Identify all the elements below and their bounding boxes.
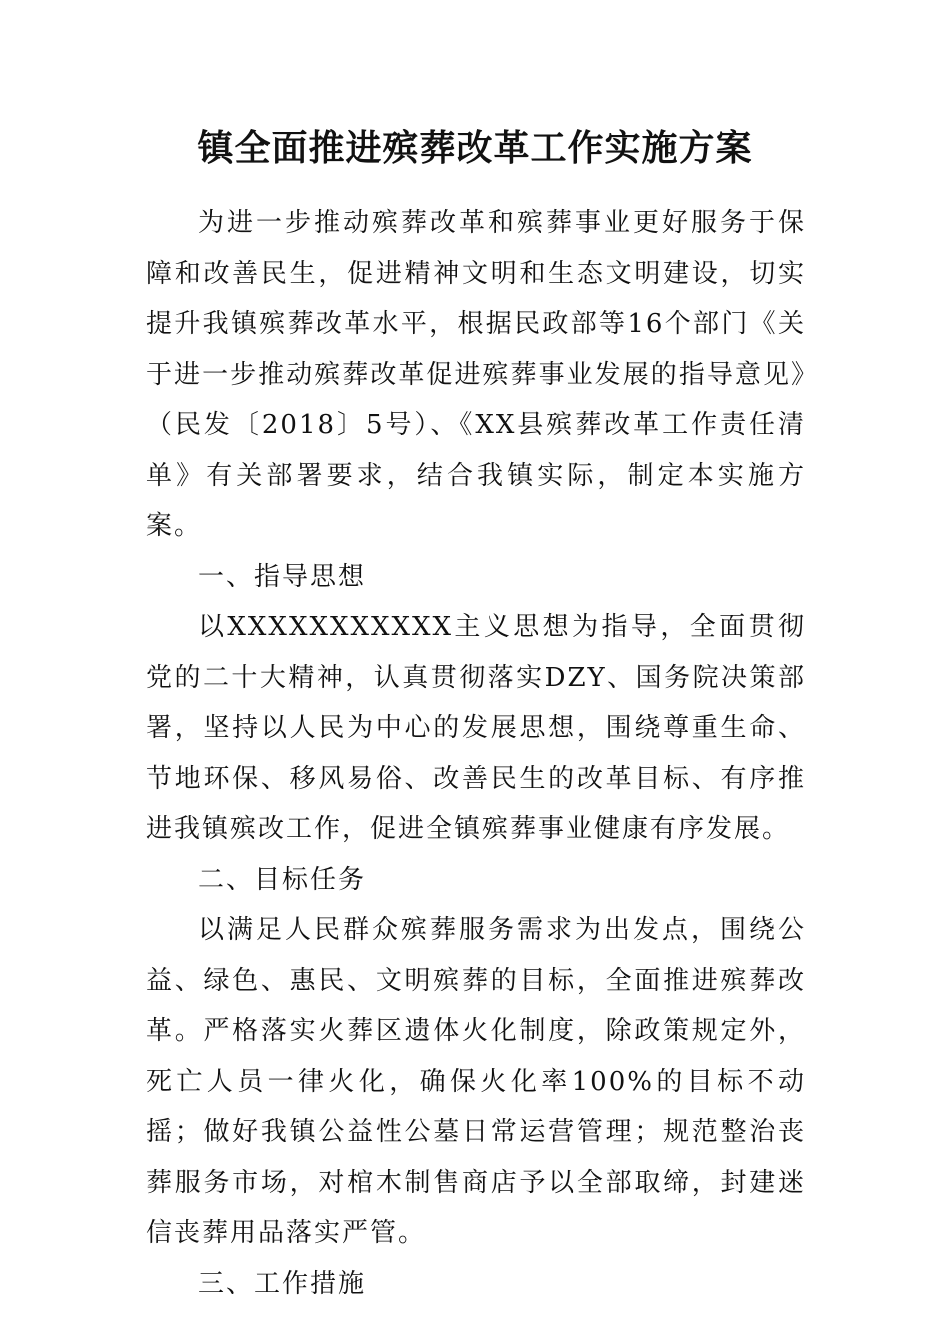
intro-paragraph: 为进一步推动殡葬改革和殡葬事业更好服务于保障和改善民生，促进精神文明和生态文明建设，切实提升我镇殡葬改革水平，根据民政部等16个部门《关于进一步推动殡葬改革促进殡葬事业发展的指导意见》（民发〔2018〕5号）、《XX县殡葬改革工作责任清单》有关部署要求，结合我镇实际，制定本实施方案。 — [146, 208, 806, 541]
section-heading-goals: 二、目标任务 — [198, 864, 367, 895]
section-heading-measures: 三、工作措施 — [198, 1268, 367, 1299]
guiding-ideology-paragraph: 以XXXXXXXXXXX主义思想为指导，全面贯彻党的二十大精神，认真贯彻落实DZY、国务院决策部署，坚持以人民为中心的发展思想，围绕尊重生命、节地环保、移风易俗、改善民生的改革目标、有序推进我镇殡改工作，促进全镇殡葬事业健康有序发展。 — [146, 612, 806, 844]
goals-paragraph: 以满足人民群众殡葬服务需求为出发点，围绕公益、绿色、惠民、文明殡葬的目标，全面推进殡葬改革。严格落实火葬区遗体火化制度，除政策规定外，死亡人员一律火化，确保火化率100%的目标不动摇；做好我镇公益性公墓日常运营管理；规范整治丧葬服务市场，对棺木制售商店予以全部取缔，封建迷信丧葬用品落实严管。 — [146, 915, 806, 1248]
document-title: 镇全面推进殡葬改革工作实施方案 — [197, 127, 753, 169]
section-heading-guiding-ideology: 一、指导思想 — [198, 561, 367, 592]
document-body — [146, 198, 806, 1309]
